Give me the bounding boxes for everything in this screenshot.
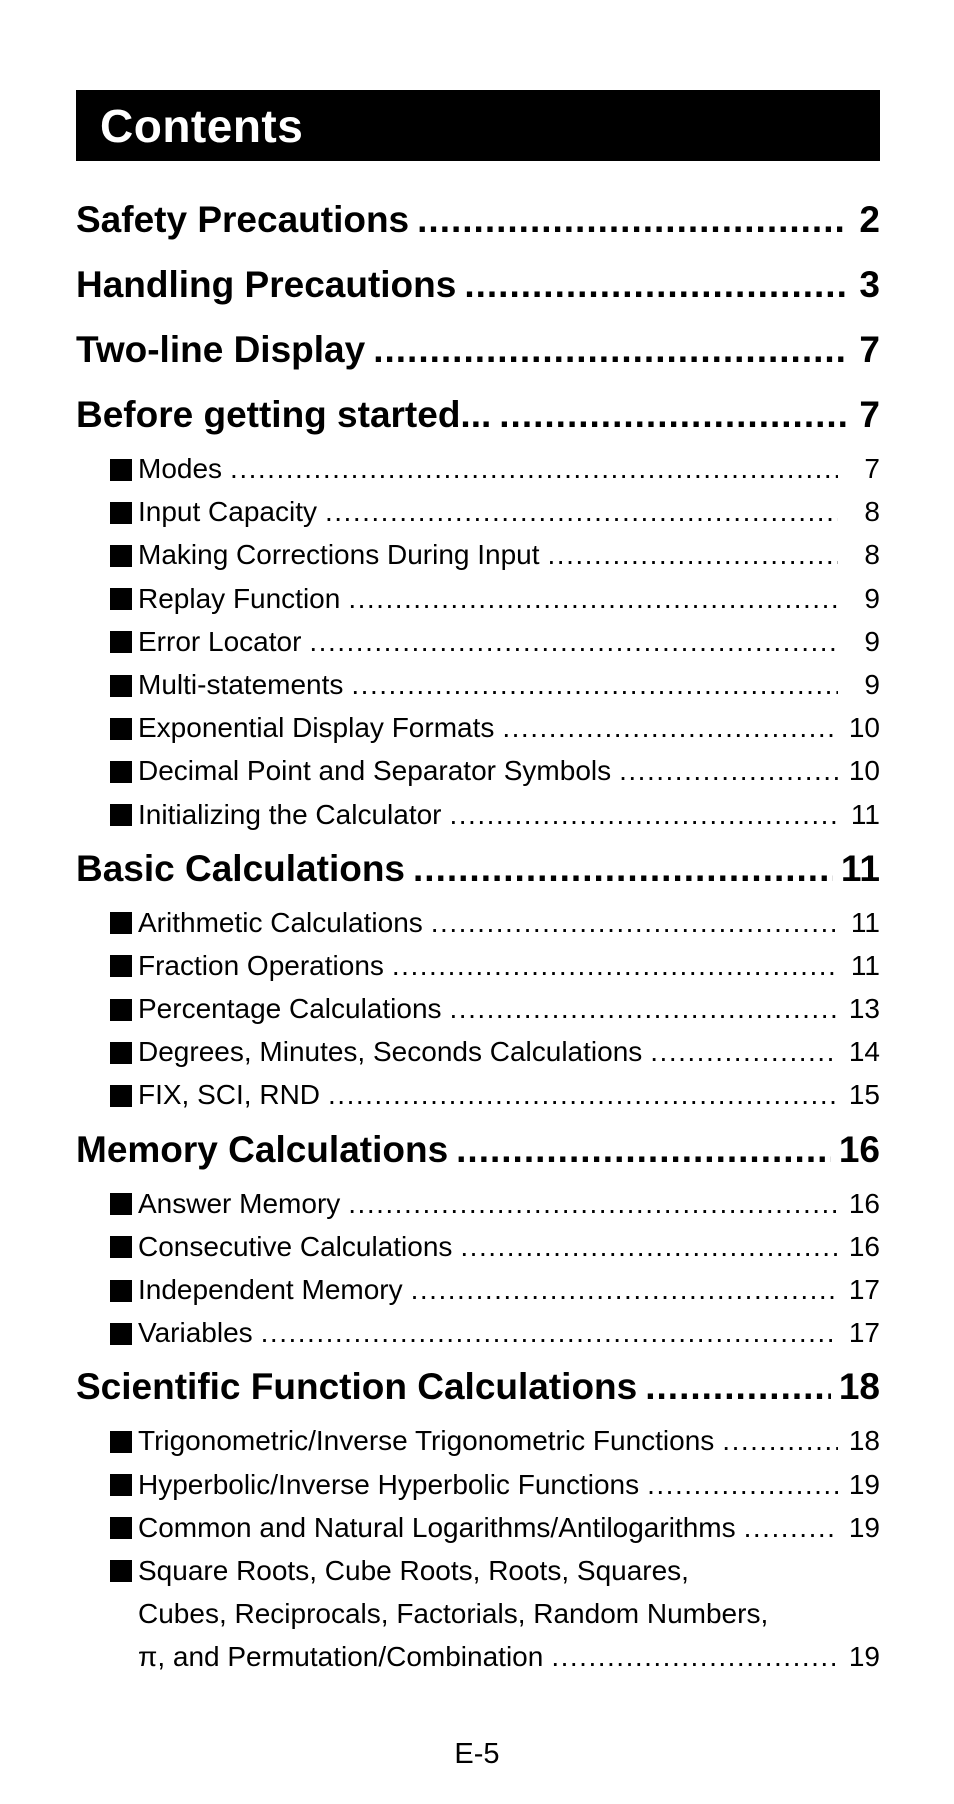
toc-item[interactable] <box>76 987 880 1030</box>
dot-leader <box>309 620 838 663</box>
dot-leader <box>722 1419 838 1462</box>
toc-page-number: 9 <box>864 625 880 657</box>
toc-section[interactable] <box>76 317 880 382</box>
dot-leader <box>548 533 838 576</box>
toc-item[interactable] <box>76 793 880 836</box>
toc-page-number: 9 <box>864 582 880 614</box>
toc-item-label: Input Capacity <box>138 496 317 528</box>
toc-item[interactable] <box>76 447 880 490</box>
toc-page-number: 19 <box>848 1511 880 1543</box>
square-bullet-icon <box>110 761 132 783</box>
dot-leader <box>351 663 838 706</box>
toc-page-number: 19 <box>848 1641 880 1673</box>
square-bullet-icon <box>110 459 132 481</box>
toc-item-label: Error Locator <box>138 625 302 657</box>
dot-leader <box>744 1506 838 1549</box>
square-bullet-icon <box>110 912 132 934</box>
toc-item-label: Fraction Operations <box>138 949 384 981</box>
toc-item-label: Arithmetic Calculations <box>138 906 423 938</box>
toc-section-label: Handling Precautions <box>76 264 457 305</box>
square-bullet-icon <box>110 955 132 977</box>
toc-page-number: 16 <box>838 1128 880 1170</box>
toc-page-number: 2 <box>859 199 880 240</box>
toc-item[interactable] <box>76 944 880 987</box>
square-bullet-icon <box>110 718 132 740</box>
toc-page-number: 7 <box>859 394 880 435</box>
toc-page-number: 11 <box>850 949 880 981</box>
square-bullet-icon <box>110 804 132 826</box>
toc-item[interactable] <box>76 1030 880 1073</box>
toc-section[interactable] <box>76 382 880 447</box>
dot-leader <box>392 944 838 987</box>
toc-item-label: FIX, SCI, RND <box>138 1079 321 1111</box>
toc-page-number: 18 <box>848 1425 880 1457</box>
square-bullet-icon <box>110 1431 132 1453</box>
toc-item[interactable] <box>76 533 880 576</box>
square-bullet-icon <box>110 631 132 653</box>
toc-section-label: Scientific Function Calculations <box>76 1366 638 1408</box>
toc-item-label: Hyperbolic/Inverse Hyperbolic Functions <box>138 1468 640 1500</box>
toc-item[interactable] <box>76 901 880 944</box>
toc-item-label: Trigonometric/Inverse Trigonometric Functions <box>138 1425 715 1457</box>
toc-item-label: Consecutive Calculations <box>138 1230 453 1262</box>
toc-page-number: 9 <box>864 668 880 700</box>
square-bullet-icon <box>110 1042 132 1064</box>
dot-leader <box>650 1030 838 1073</box>
dot-leader <box>456 1117 831 1182</box>
toc-page-number: 16 <box>848 1187 880 1219</box>
toc-page-number: 13 <box>848 993 880 1025</box>
toc-page-number: 8 <box>864 496 880 528</box>
toc-page-number: 3 <box>859 264 880 305</box>
dot-leader <box>499 382 848 447</box>
toc-item-label: Replay Function <box>138 582 341 614</box>
toc-page-number: 17 <box>848 1317 880 1349</box>
toc-item-label: Multi-statements <box>138 668 344 700</box>
dot-leader <box>261 1311 838 1354</box>
toc-item-label: Initializing the Calculator <box>138 798 442 830</box>
toc-item[interactable] <box>76 1311 880 1354</box>
dot-leader <box>328 1073 838 1116</box>
square-bullet-icon <box>110 1474 132 1496</box>
toc-section[interactable] <box>76 836 880 901</box>
toc-page-number: 10 <box>848 712 880 744</box>
toc-item-label: Decimal Point and Separator Symbols <box>138 755 612 787</box>
toc-item[interactable] <box>76 577 880 620</box>
toc-section[interactable] <box>76 187 880 252</box>
toc-section-label: Basic Calculations <box>76 847 406 889</box>
square-bullet-icon <box>110 588 132 610</box>
contents-page <box>76 90 880 1679</box>
toc-page-number: 11 <box>850 798 880 830</box>
square-bullet-icon <box>110 545 132 567</box>
toc-page-number: 15 <box>848 1079 880 1111</box>
toc-item[interactable] <box>76 490 880 533</box>
toc-page-number: 11 <box>840 847 880 889</box>
square-bullet-icon <box>110 1280 132 1302</box>
toc-page-number: 8 <box>864 539 880 571</box>
toc-page-number: 14 <box>848 1036 880 1068</box>
dot-leader <box>450 987 838 1030</box>
toc-section-label: Memory Calculations <box>76 1128 449 1170</box>
dot-leader <box>348 577 838 620</box>
dot-leader <box>431 901 838 944</box>
square-bullet-icon <box>110 675 132 697</box>
toc-item[interactable] <box>76 1549 880 1679</box>
dot-leader <box>551 1635 838 1678</box>
toc-item[interactable] <box>76 1225 880 1268</box>
toc-page-number: 17 <box>848 1274 880 1305</box>
toc-page-number: 19 <box>848 1468 880 1500</box>
dot-leader <box>619 749 838 792</box>
toc-item[interactable] <box>76 663 880 706</box>
dot-leader <box>373 317 848 382</box>
toc-item-label: Answer Memory <box>138 1187 341 1219</box>
toc-item-label: Percentage Calculations <box>138 993 442 1025</box>
dot-leader <box>464 252 848 317</box>
square-bullet-icon <box>110 1236 132 1258</box>
square-bullet-icon <box>110 1193 132 1215</box>
toc-section-label: Before getting started... <box>76 394 492 435</box>
toc-section-label: Two-line Display <box>76 329 366 370</box>
dot-leader <box>325 490 838 533</box>
toc-item-label: Common and Natural Logarithms/Antilogarithms <box>138 1511 736 1543</box>
toc-section[interactable] <box>76 252 880 317</box>
toc-item[interactable] <box>76 1463 880 1506</box>
dot-leader <box>502 706 838 749</box>
toc-item[interactable] <box>76 1073 880 1116</box>
toc-page-number: 7 <box>864 453 880 484</box>
toc-item[interactable] <box>76 706 880 749</box>
contents-title: Contents <box>76 90 880 161</box>
toc-item-label: Independent Memory <box>138 1274 403 1305</box>
toc-item-label: Modes <box>138 453 223 484</box>
toc-item-label: Degrees, Minutes, Seconds Calculations <box>138 1036 643 1068</box>
toc-item[interactable] <box>76 1268 880 1311</box>
toc-item-label: Square Roots, Cube Roots, Roots, Squares, <box>138 1554 689 1586</box>
toc-page-number: 18 <box>838 1366 880 1408</box>
toc-item-label: Making Corrections During Input <box>138 539 540 571</box>
toc-section[interactable] <box>76 1117 880 1182</box>
toc-item-label: π, and Permutation/Combination <box>138 1641 544 1673</box>
toc-page-number: 11 <box>850 906 880 938</box>
table-of-contents <box>76 187 880 1679</box>
square-bullet-icon <box>110 502 132 524</box>
page-number-footer: E-5 <box>454 1738 500 1770</box>
square-bullet-icon <box>110 1323 132 1345</box>
dot-leader <box>645 1354 831 1419</box>
dot-leader <box>460 1225 838 1268</box>
toc-item[interactable] <box>76 620 880 663</box>
dot-leader <box>647 1463 838 1506</box>
toc-item[interactable] <box>76 1419 880 1462</box>
dot-leader <box>230 447 838 490</box>
toc-page-number: 16 <box>848 1230 880 1262</box>
dot-leader <box>417 187 848 252</box>
dot-leader <box>348 1182 838 1225</box>
square-bullet-icon <box>110 999 132 1021</box>
toc-item-label: Variables <box>138 1317 253 1349</box>
toc-item[interactable] <box>76 749 880 792</box>
toc-item-label: Exponential Display Formats <box>138 712 495 744</box>
toc-page-number: 7 <box>859 329 880 370</box>
square-bullet-icon <box>110 1517 132 1539</box>
dot-leader <box>411 1268 838 1311</box>
toc-item[interactable] <box>76 1506 880 1549</box>
toc-section-label: Safety Precautions <box>76 199 410 240</box>
toc-item-label: Cubes, Reciprocals, Factorials, Random Numbers, <box>138 1598 769 1630</box>
square-bullet-icon <box>110 1560 132 1582</box>
toc-item[interactable] <box>76 1182 880 1225</box>
dot-leader <box>413 836 833 901</box>
toc-section[interactable] <box>76 1354 880 1419</box>
square-bullet-icon <box>110 1085 132 1107</box>
toc-page-number: 10 <box>848 755 880 787</box>
dot-leader <box>450 793 839 836</box>
